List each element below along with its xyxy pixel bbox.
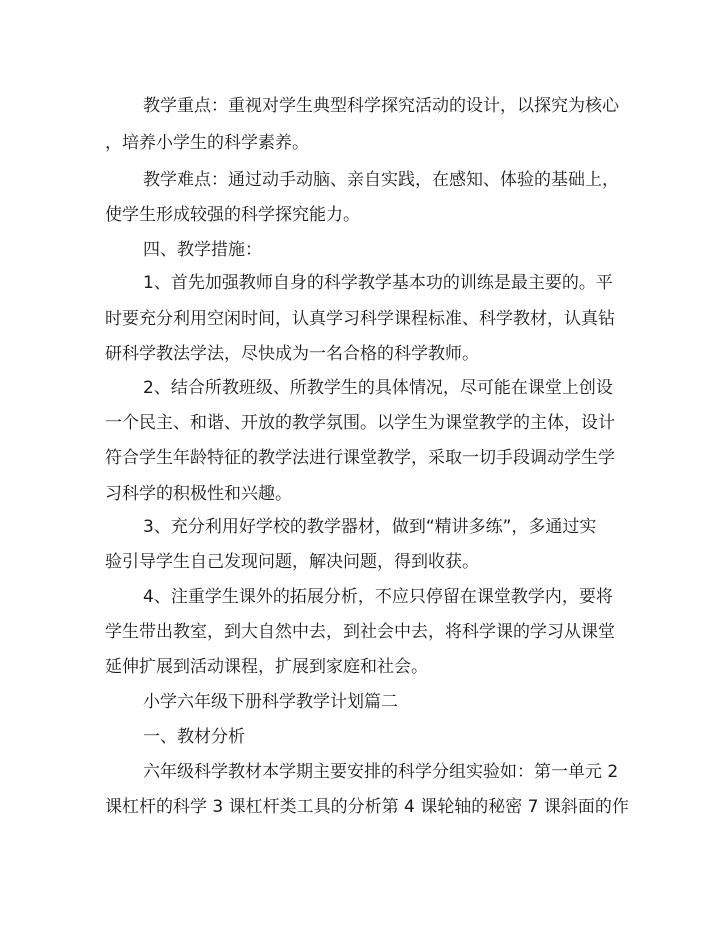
section-heading: 一、教材分析 bbox=[143, 727, 245, 747]
text-line: 4、注重学生课外的拓展分析，不应只停留在课堂教学内，要将 bbox=[143, 587, 613, 607]
text-line: 研科学教法学法，尽快成为一名合格的科学教师。 bbox=[105, 344, 479, 364]
text-line: 六年级科学教材本学期主要安排的科学分组实验如：第一单元 2 bbox=[143, 762, 619, 782]
text-line: 教学难点：通过动手动脑、亲自实践，在感知、体验的基础上， bbox=[143, 170, 619, 190]
text-line: 3、充分利用好学校的教学器材，做到“精讲多练”，多通过实 bbox=[143, 517, 597, 537]
text-line: 习科学的积极性和兴趣。 bbox=[105, 484, 292, 504]
text-line: ，培养小学生的科学素养。 bbox=[105, 133, 309, 153]
text-line: 时要充分利用空闲时间，认真学习科学课程标准、科学教材，认真钻 bbox=[105, 309, 615, 329]
text-line: 验引导学生自己发现问题，解决问题，得到收获。 bbox=[105, 552, 479, 572]
text-line: 学生带出教室，到大自然中去，到社会中去，将科学课的学习从课堂 bbox=[105, 622, 615, 642]
text-line: 符合学生年龄特征的教学法进行课堂教学，采取一切手段调动学生学 bbox=[105, 448, 615, 468]
text-line: 教学重点：重视对学生典型科学探究活动的设计，以探究为核心 bbox=[143, 96, 619, 116]
text-line: 一个民主、和谐、开放的教学氛围。以学生为课堂教学的主体，设计 bbox=[105, 413, 615, 433]
text-line: 课杠杆的科学 3 课杠杆类工具的分析第 4 课轮轴的秘密 7 课斜面的作 bbox=[105, 797, 629, 817]
text-line: 延伸扩展到活动课程，扩展到家庭和社会。 bbox=[105, 657, 428, 677]
text-line: 2、结合所教班级、所教学生的具体情况，尽可能在课堂上创设 bbox=[143, 378, 613, 398]
text-line: 使学生形成较强的科学探究能力。 bbox=[105, 205, 360, 225]
section-heading: 四、教学措施： bbox=[143, 240, 262, 260]
text-line: 1、首先加强教师自身的科学教学基本功的训练是最主要的。平 bbox=[143, 273, 613, 293]
section-title: 小学六年级下册科学教学计划篇二 bbox=[143, 692, 398, 712]
